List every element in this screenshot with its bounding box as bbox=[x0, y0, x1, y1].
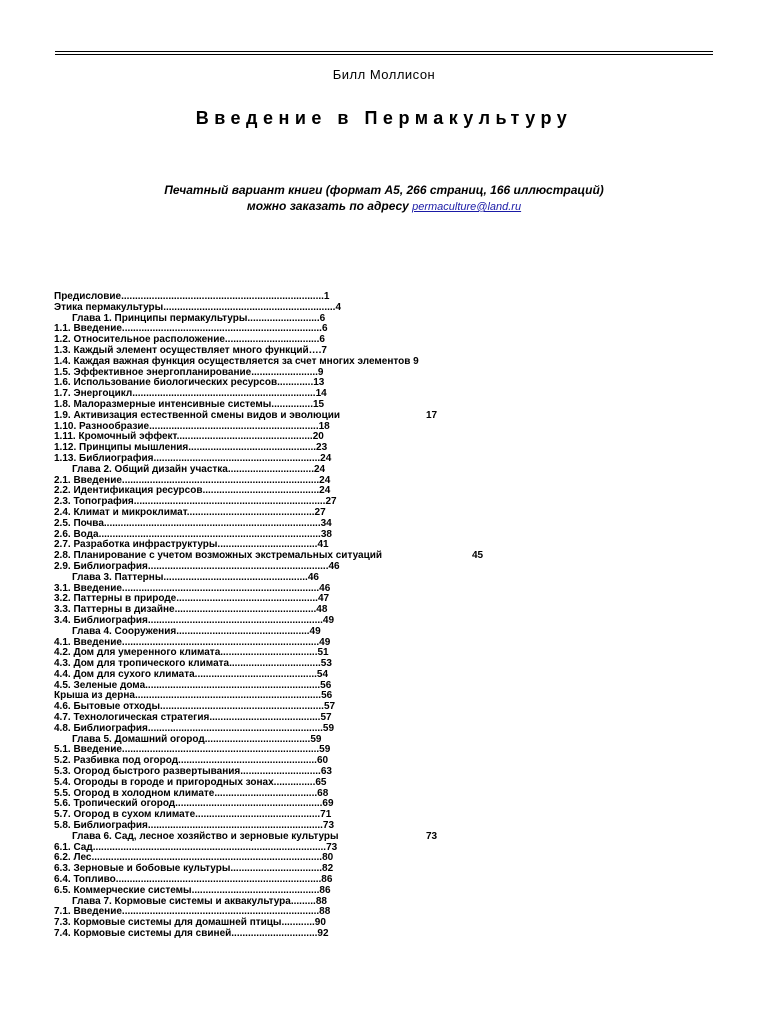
toc-entry-text: 4.6. Бытовые отходы...........................................................57 bbox=[54, 701, 336, 713]
toc-entry-text: 4.7. Технологическая стратегия........................................57 bbox=[54, 712, 332, 724]
toc-entry-text: 2.6. Вода................................................................................38 bbox=[54, 528, 332, 540]
toc-entry-page: 73 bbox=[426, 830, 438, 842]
toc-entry-text: 2.3. Топография.....................................................................27 bbox=[54, 496, 337, 508]
toc-entry-text: 1.4. Каждая важная функция осуществляется за счет многих элементов 9 bbox=[54, 355, 419, 367]
toc-entry-page: 17 bbox=[426, 409, 438, 421]
toc-entry-text: 6.5. Коммерческие системы..............................................86 bbox=[54, 884, 331, 896]
toc-entry-text: 7.4. Кормовые системы для свиней...............................92 bbox=[54, 928, 329, 940]
toc-entry-text: 1.9. Активизация естественной смены видов и эволюции bbox=[54, 409, 341, 421]
toc-entry-text: 2.1. Введение.......................................................................24 bbox=[54, 474, 331, 486]
print-edition-note bbox=[0, 182, 768, 215]
toc-entry-text: 6.4. Топливо..........................................................................86 bbox=[54, 874, 333, 886]
toc-entry-text: 2.9. Библиография.................................................................46 bbox=[54, 560, 340, 572]
toc-entry-text: Глава 5. Домашний огород......................................59 bbox=[72, 733, 322, 745]
toc-entry-text: 3.1. Введение.......................................................................46 bbox=[54, 582, 331, 594]
toc-chapter-heading bbox=[54, 573, 714, 584]
order-text: можно заказать по адресу bbox=[246, 199, 409, 213]
toc-entry-text: Глава 3. Паттерны....................................................46 bbox=[72, 571, 319, 583]
toc-entry-text: 2.5. Почва..............................................................................34 bbox=[54, 517, 332, 529]
toc-entry-text: 1.3. Каждый элемент осуществляет много функций….7 bbox=[54, 344, 327, 356]
table-of-contents bbox=[54, 292, 714, 940]
toc-entry bbox=[54, 303, 714, 314]
toc-entry-text: 5.7. Огород в сухом климате.............................................71 bbox=[54, 809, 332, 821]
order-line bbox=[0, 198, 768, 215]
toc-entry-text: Глава 6. Сад, лесное хозяйство и зерновые культуры bbox=[72, 830, 339, 842]
toc-entry-text: 4.4. Дом для сухого климата............................................54 bbox=[54, 668, 329, 680]
toc-entry bbox=[54, 519, 714, 530]
toc-chapter-heading bbox=[54, 465, 714, 476]
toc-entry-text: 2.4. Климат и микроклимат..............................................27 bbox=[54, 506, 326, 518]
toc-entry-text: 6.2. Лес...................................................................................80 bbox=[54, 852, 334, 864]
toc-entry-page: 45 bbox=[472, 550, 484, 562]
toc-entry-text: 4.8. Библиография...............................................................59 bbox=[54, 722, 335, 734]
toc-entry-text: 5.2. Разбивка под огород..................................................60 bbox=[54, 755, 329, 767]
toc-entry-text: 4.2. Дом для умеренного климата...................................51 bbox=[54, 647, 329, 659]
book-title: Введение в Пермакультуру bbox=[195, 108, 573, 128]
toc-chapter-heading bbox=[54, 627, 714, 638]
toc-entry bbox=[54, 886, 714, 897]
toc-entry-text: 5.4. Огороды в городе и пригородных зонах...............65 bbox=[54, 776, 327, 788]
email-link[interactable]: permaculture@land.ru bbox=[412, 201, 522, 213]
toc-entry-text: Глава 4. Сооружения................................................49 bbox=[72, 625, 321, 637]
toc-entry-text: 1.12. Принципы мышления..............................................23 bbox=[54, 442, 328, 454]
toc-entry-text: 1.5. Эффективное энергопланирование........................9 bbox=[54, 366, 324, 378]
toc-entry-text: 1.10. Разнообразие.............................................................18 bbox=[54, 420, 330, 432]
toc-entry-text: 1.2. Относительное расположение..................................6 bbox=[54, 334, 325, 346]
toc-entry-text: 7.3. Кормовые системы для домашней птицы............90 bbox=[54, 917, 326, 929]
toc-entry bbox=[54, 411, 714, 422]
toc-entry-text: 1.6. Использование биологических ресурсов.............13 bbox=[54, 377, 325, 389]
toc-entry-text: Глава 2. Общий дизайн участка...............................24 bbox=[72, 463, 326, 475]
toc-entry-text: 5.5. Огород в холодном климате.....................................68 bbox=[54, 787, 329, 799]
toc-entry-text: 1.1. Введение........................................................................6 bbox=[54, 323, 328, 335]
toc-entry-text: 7.1. Введение.......................................................................88 bbox=[54, 906, 331, 918]
toc-entry-text: 1.8. Малоразмерные интенсивные системы...............15 bbox=[54, 398, 325, 410]
toc-entry-text: Крыша из дерна...................................................................56 bbox=[54, 690, 333, 702]
top-rule bbox=[55, 51, 713, 52]
toc-entry-text: 4.1. Введение.......................................................................49 bbox=[54, 636, 331, 648]
toc-entry-text: 5.8. Библиография...............................................................73 bbox=[54, 820, 335, 832]
toc-entry-text: Предисловие.........................................................................1 bbox=[54, 291, 330, 302]
print-edition-line: Печатный вариант книги (формат А5, 266 страниц, 166 иллюстраций) bbox=[164, 183, 604, 197]
toc-entry-text: 5.3. Огород быстрого развертывания.............................63 bbox=[54, 766, 332, 778]
toc-entry-text: Глава 1. Принципы пермакультуры..........................6 bbox=[72, 312, 326, 324]
toc-entry-text: 2.2. Идентификация ресурсов..........................................24 bbox=[54, 485, 331, 497]
toc-entry-text: 2.7. Разработка инфраструктуры....................................41 bbox=[54, 539, 329, 551]
author-name: Билл Моллисон bbox=[332, 67, 436, 82]
toc-entry bbox=[54, 357, 714, 368]
toc-entry-text: Этика пермакультуры..............................................................4 bbox=[54, 301, 342, 313]
toc-entry-text: 6.1. Сад....................................................................................73 bbox=[54, 841, 338, 853]
toc-entry-text: 1.11. Кромочный эффект.................................................20 bbox=[54, 431, 324, 443]
toc-entry-text: Глава 7. Кормовые системы и аквакультура.........88 bbox=[72, 895, 327, 907]
top-rule-double bbox=[55, 54, 713, 55]
toc-entry-text: 5.6. Тропический огород.....................................................69 bbox=[54, 798, 334, 810]
toc-entry bbox=[54, 929, 714, 940]
toc-entry-text: 4.3. Дом для тропического климата.................................53 bbox=[54, 658, 332, 670]
toc-entry-text: 3.2. Паттерны в природе...................................................47 bbox=[54, 593, 330, 605]
toc-entry-text: 3.4. Библиография...............................................................49 bbox=[54, 614, 335, 626]
toc-entry-text: 3.3. Паттерны в дизайне...................................................48 bbox=[54, 604, 328, 616]
toc-entry-text: 2.8. Планирование с учетом возможных экстремальных ситуаций bbox=[54, 550, 383, 562]
toc-entry-text: 6.3. Зерновые и бобовые культуры.................................82 bbox=[54, 863, 334, 875]
toc-entry-text: 1.7. Энергоцикл..................................................................14 bbox=[54, 388, 327, 400]
toc-entry-text: 4.5. Зеленые дома...............................................................56 bbox=[54, 679, 332, 691]
toc-entry-text: 1.13. Библиография............................................................24 bbox=[54, 452, 332, 464]
toc-entry-text: 5.1. Введение.......................................................................59 bbox=[54, 744, 331, 756]
